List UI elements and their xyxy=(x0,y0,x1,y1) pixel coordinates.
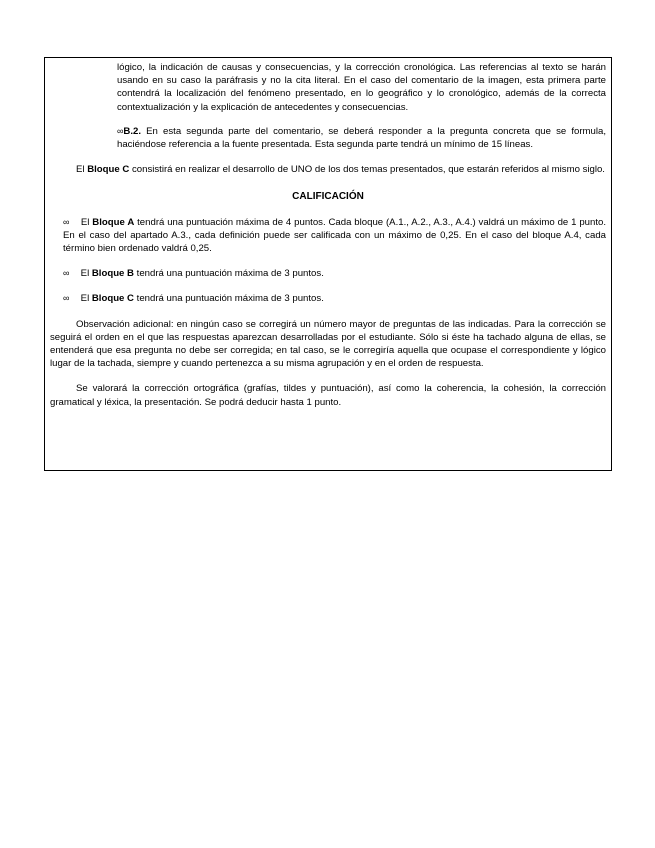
bloque-c-intro-prefix: El xyxy=(76,164,88,176)
calificacion-item-bloque-b xyxy=(63,267,606,280)
observacion-paragraph: Observación adicional: en ningún caso se corregirá un número mayor de preguntas de las indicadas. Para la corrección se seguirá el orden en el que las respuestas aparezcan desarrolladas por el estudiante. Sólo si éste ha tachado alguna de ellas, se entenderá que esa pregunta no debe ser corregida; en tal caso, se le corregiría aquella que ocupase el correspondiente y lógico lugar de la tachada, siempre y cuando pertenezca a su misma agrupación y en el orden de respuesta. xyxy=(50,318,606,370)
b2-paragraph xyxy=(117,125,606,151)
infinity-bullet-icon: ∞ xyxy=(117,125,124,136)
calificacion-item-prefix: El xyxy=(78,268,92,280)
bloque-c-intro-text: consistirá en realizar el desarrollo de UNO de los dos temas presentados, que estarán referidos al mismo siglo. xyxy=(129,164,605,176)
ortografia-paragraph: Se valorará la corrección ortográfica (grafías, tildes y puntuación), así como la coherencia, la cohesión, la corrección gramatical y léxica, la presentación. Se podrá deducir hasta 1 punto. xyxy=(50,383,606,408)
bloque-c-intro-paragraph xyxy=(50,163,606,176)
calificacion-item-label: Bloque C xyxy=(91,293,134,305)
calificacion-item-text: tendrá una puntuación máxima de 3 puntos. xyxy=(133,293,324,305)
calificacion-item-bloque-a xyxy=(63,216,606,256)
calificacion-item-text: tendrá una puntuación máxima de 4 puntos. Cada bloque (A.1., A.2., A.3., A.4.) valdrá un máximo de 1 punto. En el caso del apartado A.3., cada definición puede ser calificada con un máximo de 0,25. En el caso del bloque A.4, cada término bien ordenado valdrá 0,25. xyxy=(63,216,606,255)
b2-label: B.2. xyxy=(123,125,142,137)
calificacion-item-text: tendrá una puntuación máxima de 3 puntos. xyxy=(133,268,324,280)
calificacion-heading: CALIFICACIÓN xyxy=(292,191,364,203)
bloque-c-intro-label: Bloque C xyxy=(87,164,130,176)
b2-text: En esta segunda parte del comentario, se deberá responder a la pregunta concreta que se formula, haciéndose referencia a la fuente presentada. Esta segunda parte tendrá un mínimo de 15 líneas. xyxy=(117,125,606,151)
infinity-bullet-icon: ∞ xyxy=(63,216,70,227)
calificacion-item-bloque-c xyxy=(63,292,606,305)
infinity-bullet-icon: ∞ xyxy=(63,293,70,304)
calificacion-item-label: Bloque B xyxy=(91,268,134,280)
calificacion-item-prefix: El xyxy=(78,216,93,228)
document-frame xyxy=(44,57,612,471)
calificacion-item-prefix: El xyxy=(78,293,92,305)
infinity-bullet-icon: ∞ xyxy=(63,268,70,279)
calificacion-item-label: Bloque A xyxy=(92,216,135,228)
commentary-continuation-paragraph: lógico, la indicación de causas y consecuencias, y la corrección cronológica. Las referencias al texto se harán usando en su caso la paráfrasis y no la cita literal. En el caso del comentario de la imagen, esta primera parte contendrá la localización del fenómeno presentado, en lo geográfico y lo cronológico, además de la correcta contextualización y la explicación de antecedentes y consecuencias. xyxy=(117,62,606,113)
